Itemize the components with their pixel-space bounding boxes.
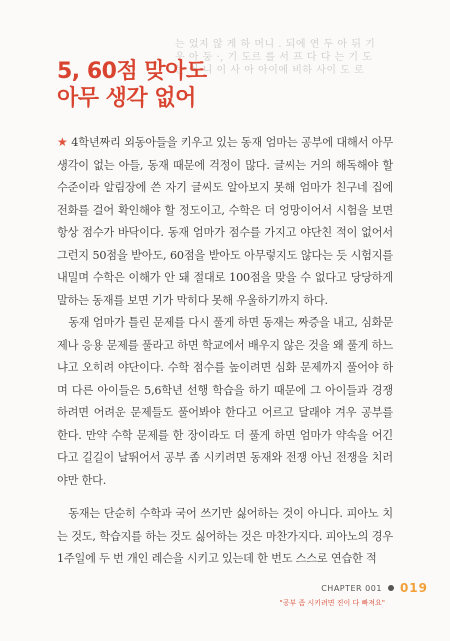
chapter-subtitle: "공부 좀 시키려면 진이 다 빠져요" [279, 599, 385, 607]
paragraph-2: 동재 엄마가 틀린 문제를 다시 풀게 하면 동재는 짜증을 내고, 심화문제나 응용 문제를 풀라고 하면 학교에서 배우지 않은 것을 왜 풀게 하느냐고 오히려 야단이다. 수학 점수를 높이려면 심화 문제까지 풀어야 하며 다른 아이들은 5,6학년 선행 학습을 하기 때문에 그 아이들과 경쟁하려면 어려운 문제들도 풀어봐야 한다고 어르고 달래야 겨우 공부를 한다. 만약 수학 문제를 한 장이라도 더 풀게 하면 엄마가 약속을 어긴다고 길길이 날뛰어서 공부 좀 시키려면 동재와 전쟁 아닌 전쟁을 치러야만 한다. [57, 316, 393, 487]
chapter-label: CHAPTER 001 [321, 583, 382, 593]
section-title-line-1: 5, 60점 맞아도 [57, 59, 207, 84]
paragraph-1-text: 4학년짜리 외동아들을 키우고 있는 동재 엄마는 공부에 대해서 아무 생각이 없는 아들, 동재 때문에 걱정이 많다. 글씨는 거의 해독해야 할 수준이라 알림장에 쓴 자기 글씨도 알아보지 못해 엄마가 친구네 집에 전화를 걸어 확인해야 할 정도이고, 수학은 더 엉망이어서 시험을 보면 항상 점수가 바닥이다. 동재 엄마가 점수를 가지고 야단친 적이 없어서 그런지 50점을 받아도, 60점을 받아도 아무렇지도 않다는 듯 시험지를 내밀며 수학은 이해가 안 돼 절대로 100점을 맞을 수 없다고 당당하게 말하는 동재를 보면 기가 막히다 못해 우울하기까지 하다. [57, 136, 393, 307]
bleed-through-text [175, 38, 415, 77]
paragraph-3: 동재는 단순히 수학과 국어 쓰기만 싫어하는 것이 아니다. 피아노 치는 것도, 학습지를 하는 것도 싫어하는 것은 마찬가지다. 피아노의 경우 1주일에 두 번 개인 레슨을 시키고 있는데 한 번도 스스로 연습한 적 [57, 507, 393, 565]
bullet-dot-icon [388, 585, 394, 591]
page-number: 019 [399, 581, 428, 595]
section-title-line-2: 아무 생각 없어 [57, 86, 196, 111]
star-icon: ★ [57, 135, 68, 149]
bleed-through-line: 우 아 둥 ·, 기 도르 를 서 프 다 다 는 기 도 [175, 52, 373, 63]
bleed-through-line: 는 어 니 이 사 아 아이에 비하 사이 도 로 [175, 65, 365, 76]
paragraph-1 [57, 131, 393, 312]
body-text [57, 131, 393, 571]
page-footer [280, 581, 428, 608]
bleed-through-line: 는 었지 않 게 하 머니 . 되에 연 두 아 뒤 기 [175, 39, 376, 50]
section-title [57, 58, 207, 112]
footer-row [280, 581, 428, 595]
